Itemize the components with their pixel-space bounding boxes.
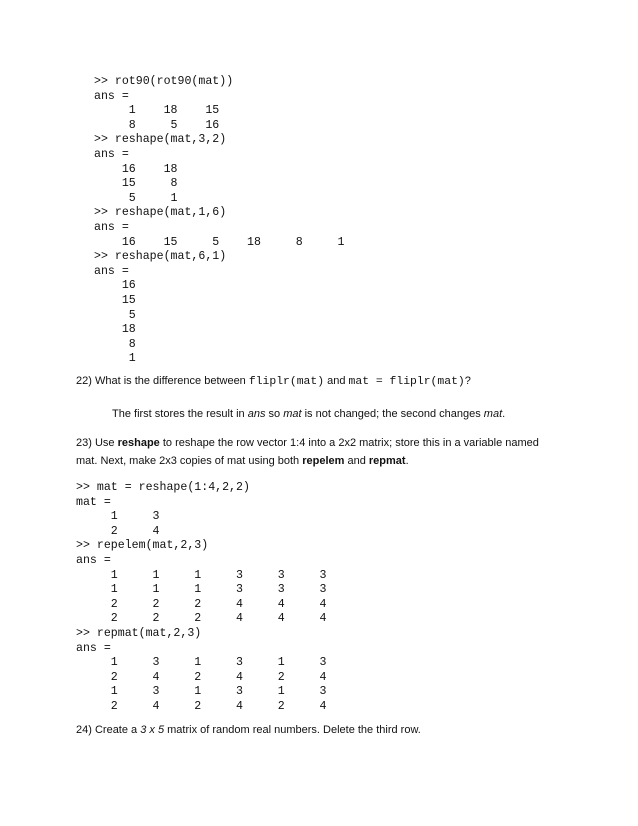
question-text: and: [344, 455, 369, 467]
question-number: 23): [76, 437, 92, 449]
function-name: repmat: [368, 455, 406, 467]
question-24: [76, 723, 421, 738]
question-text: Create a: [94, 724, 141, 736]
question-text: ?: [464, 375, 471, 387]
question-text: to reshape the row vector 1:4 into a 2x2 matrix; store this in a variable named: [159, 437, 539, 449]
question-line: [76, 454, 539, 469]
question-emphasis: 3 x 5: [140, 724, 165, 736]
inline-code: mat = fliplr(mat): [348, 376, 465, 388]
answer-text: The first stores the result in: [112, 408, 248, 420]
answer-emphasis: mat: [283, 408, 302, 420]
answer-emphasis: ans: [247, 408, 266, 420]
question-text: What is the difference between: [94, 375, 249, 387]
question-23: [76, 436, 539, 469]
question-text: and: [324, 375, 349, 387]
answer-text: is not changed; the second changes: [301, 408, 484, 420]
question-22: [76, 374, 471, 390]
code-block-reshape-examples: >> rot90(rot90(mat)) ans = 1 18 15 8 5 16 >> reshape(mat,3,2) ans = 16 18 15 8 5 1 >> reshape(mat,1,6) ans = 16 15 5 18 8 1 >> reshape(mat,6,1) ans = 16 15 5 18 8 1: [94, 75, 345, 366]
function-name: reshape: [117, 437, 160, 449]
code-block-repelem-repmat: >> mat = reshape(1:4,2,2) mat = 1 3 2 4 >> repelem(mat,2,3) ans = 1 1 1 3 3 3 1 1 1 3 3 3 2 2 2 4 4 4 2 2 2 4 4 4 >> repmat(mat,2,3) ans = 1 3 1 3 1 3 2 4 2 4 2 4 1 3 1 3 1 3 2 4 2 4 2 4: [76, 481, 327, 713]
question-number: 22): [76, 375, 92, 387]
question-line: [76, 436, 539, 451]
question-number: 24): [76, 724, 92, 736]
answer-22: [112, 407, 505, 422]
question-text: mat. Next, make 2x3 copies of mat using both: [76, 455, 303, 467]
function-name: repelem: [302, 455, 345, 467]
question-text: Use: [94, 437, 118, 449]
inline-code: fliplr(mat): [248, 376, 325, 388]
answer-text: .: [502, 408, 506, 420]
answer-text: so: [265, 408, 284, 420]
answer-emphasis: mat: [483, 408, 503, 420]
question-text: matrix of random real numbers. Delete the third row.: [164, 724, 421, 736]
question-text: .: [405, 455, 409, 467]
